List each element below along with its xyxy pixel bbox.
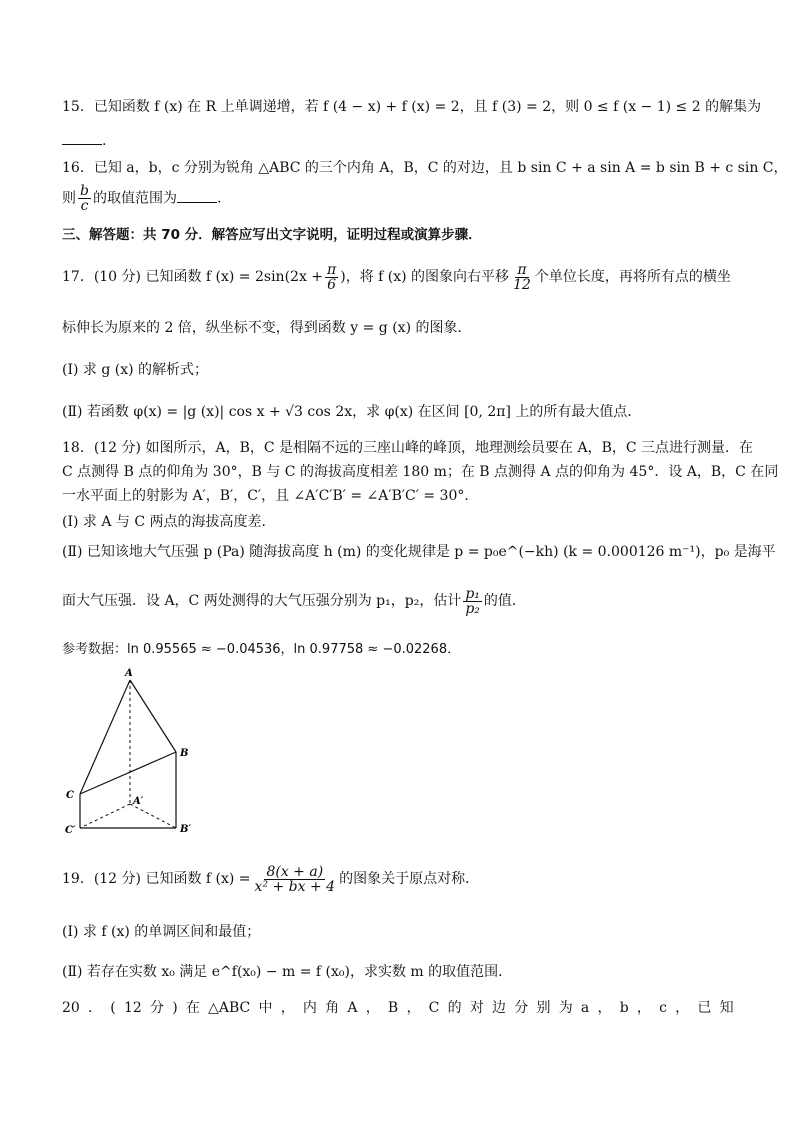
q20-token: 对 <box>469 1000 484 1016</box>
q15-line2-tail: . <box>102 133 107 149</box>
q16-frac-num: b <box>80 183 89 199</box>
q17-fraction-2 <box>511 263 533 292</box>
q19-part1: (Ⅰ) 求 f (x) 的单调区间和最值； <box>62 924 261 940</box>
q20-token: C <box>428 1000 440 1016</box>
q20-token: 别 <box>536 1000 551 1016</box>
q20-token: △ABC <box>208 1000 251 1016</box>
q17-prefix: 17．(10 分) 已知函数 f (x) = 2sin(2x + <box>62 269 324 285</box>
q20-token: ， <box>365 1000 380 1016</box>
q20-token: c <box>659 1000 667 1016</box>
q20-token: 20 <box>62 1000 80 1016</box>
q20-token: ． <box>88 1000 103 1016</box>
edge-ApBp <box>130 804 176 828</box>
edge-AC <box>80 680 130 794</box>
q20-token: ( <box>110 1000 116 1016</box>
q19-frac-den: x² + bx + 4 <box>254 878 336 895</box>
q18-part2-line2 <box>62 586 734 616</box>
q16-tail: . <box>216 190 222 207</box>
q18-line1: 18．(12 分) 如图所示，A，B，C 是相隔不远的三座山峰的峰顶，地理测绘员要在 A，B，C 三点进行测量．在 <box>62 440 754 456</box>
q20-token: ， <box>597 1000 612 1016</box>
edge-AB <box>130 680 176 752</box>
q20-token: a <box>580 1000 590 1016</box>
edge-CB <box>80 752 176 794</box>
q16-suffix: 的取值范围为 <box>92 190 177 207</box>
q20-token: b <box>619 1000 629 1016</box>
q18-fraction <box>463 587 482 616</box>
q20-token: 的 <box>447 1000 462 1016</box>
q16-line2 <box>62 184 734 213</box>
q20-token: ， <box>406 1000 421 1016</box>
q17-frac1-den: 6 <box>327 276 337 293</box>
q16-answer-blank <box>177 188 217 203</box>
q17-line1 <box>62 262 734 292</box>
q18-line3: 一水平面上的射影为 A′，B′，C′，且 ∠A′C′B′ = ∠A′B′C′ = 30°． <box>62 488 479 504</box>
q20-token: A <box>347 1000 358 1016</box>
q15-line1: 15．已知函数 f (x) 在 R 上单调递增，若 f (4 − x) + f (x) = 2，且 f (3) = 2，则 0 ≤ f (x − 1) ≤ 2 的解集为 <box>62 99 762 115</box>
q16-frac-den: c <box>80 198 89 214</box>
q17-frac2-num: π <box>517 261 527 278</box>
q20-token: ， <box>675 1000 690 1016</box>
q18-frac-den: p₂ <box>465 600 480 617</box>
label-A-prime: A′ <box>133 796 144 807</box>
label-C: C <box>66 790 74 801</box>
q20-token: 边 <box>492 1000 507 1016</box>
q20-token: B <box>387 1000 399 1016</box>
q19-suffix: 的图象关于原点对称． <box>339 871 480 887</box>
q16-fraction <box>78 184 91 213</box>
q20-token: 已 <box>697 1000 712 1016</box>
q20-token: ) <box>172 1000 178 1016</box>
q15-line2 <box>62 130 734 151</box>
q18-part2-line1: (Ⅱ) 已知该地大气压强 p (Pa) 随海拔高度 h (m) 的变化规律是 p = p₀e^(−kh) (k = 0.000126 m⁻¹)，p₀ 是海平 <box>62 544 776 560</box>
q20-line1 <box>62 998 734 1018</box>
q16-line1: 16．已知 a，b，c 分别为锐角 △ABC 的三个内角 A，B，C 的对边，且 b sin C + a sin A = b sin B + c sin C， <box>62 160 788 176</box>
q16-prefix: 则 <box>62 190 76 207</box>
q20-token: 角 <box>325 1000 340 1016</box>
q17-frac2-den: 12 <box>513 276 531 293</box>
q20-token: 中 <box>258 1000 273 1016</box>
section-3-heading: 三、解答题：共 70 分．解答应写出文字说明，证明过程或演算步骤． <box>62 227 482 243</box>
q17-fraction-1 <box>325 263 338 292</box>
label-C-prime: C′ <box>65 825 76 836</box>
q20-token: 为 <box>558 1000 573 1016</box>
q20-token: 分 <box>150 1000 164 1016</box>
q15-answer-blank <box>62 130 102 145</box>
q17-part1: (Ⅰ) 求 g (x) 的解析式； <box>62 362 209 378</box>
q18-part2-prefix: 面大气压强．设 A，C 两处测得的大气压强分别为 p₁，p₂，估计 <box>62 593 462 609</box>
label-B-prime: B′ <box>180 824 192 835</box>
q18-part1: (Ⅰ) 求 A 与 C 两点的海拔高度差． <box>62 514 276 530</box>
q19-fraction <box>253 865 338 894</box>
q20-token: 分 <box>514 1000 529 1016</box>
q19-part2: (Ⅱ) 若存在实数 x₀ 满足 e^f(x₀) − m = f (x₀)，求实数 m 的取值范围． <box>62 964 513 980</box>
q20-token: 内 <box>302 1000 317 1016</box>
q18-part2-suffix: 的值． <box>483 593 526 609</box>
mountain-peaks-figure <box>60 664 210 839</box>
q19-line1 <box>62 862 734 896</box>
q18-frac-num: p₁ <box>465 585 480 602</box>
q20-token: ， <box>636 1000 651 1016</box>
q19-frac-num: 8(x + a) <box>266 863 324 880</box>
q19-prefix: 19．(12 分) 已知函数 f (x) = <box>62 871 251 887</box>
q20-token: 12 <box>123 1000 142 1016</box>
q20-token: ， <box>280 1000 295 1016</box>
q18-reference-data: 参考数据：ln 0.95565 ≈ −0.04536，ln 0.97758 ≈ −0.02268． <box>62 642 461 657</box>
q18-line2: C 点测得 B 点的仰角为 30°，B 与 C 的海拔高度相差 180 m；在 B 点测得 A 点的仰角为 45°．设 A，B，C 在同 <box>62 464 779 480</box>
q17-part2: (Ⅱ) 若函数 φ(x) = |g (x)| cos x + √3 cos 2x，求 φ(x) 在区间 [0, 2π] 上的所有最大值点． <box>62 404 642 420</box>
q20-token: 知 <box>719 1000 734 1016</box>
label-B: B <box>180 748 189 759</box>
q17-mid: )，将 f (x) 的图象向右平移 <box>340 269 510 285</box>
q17-suffix: 个单位长度，再将所有点的横坐 <box>534 269 731 285</box>
q20-token: 在 <box>185 1000 200 1016</box>
q17-line2: 标伸长为原来的 2 倍，纵坐标不变，得到函数 y = g (x) 的图象． <box>62 320 472 336</box>
label-A: A <box>125 668 133 679</box>
q17-frac1-num: π <box>327 261 337 278</box>
edge-ApCp <box>80 804 130 828</box>
